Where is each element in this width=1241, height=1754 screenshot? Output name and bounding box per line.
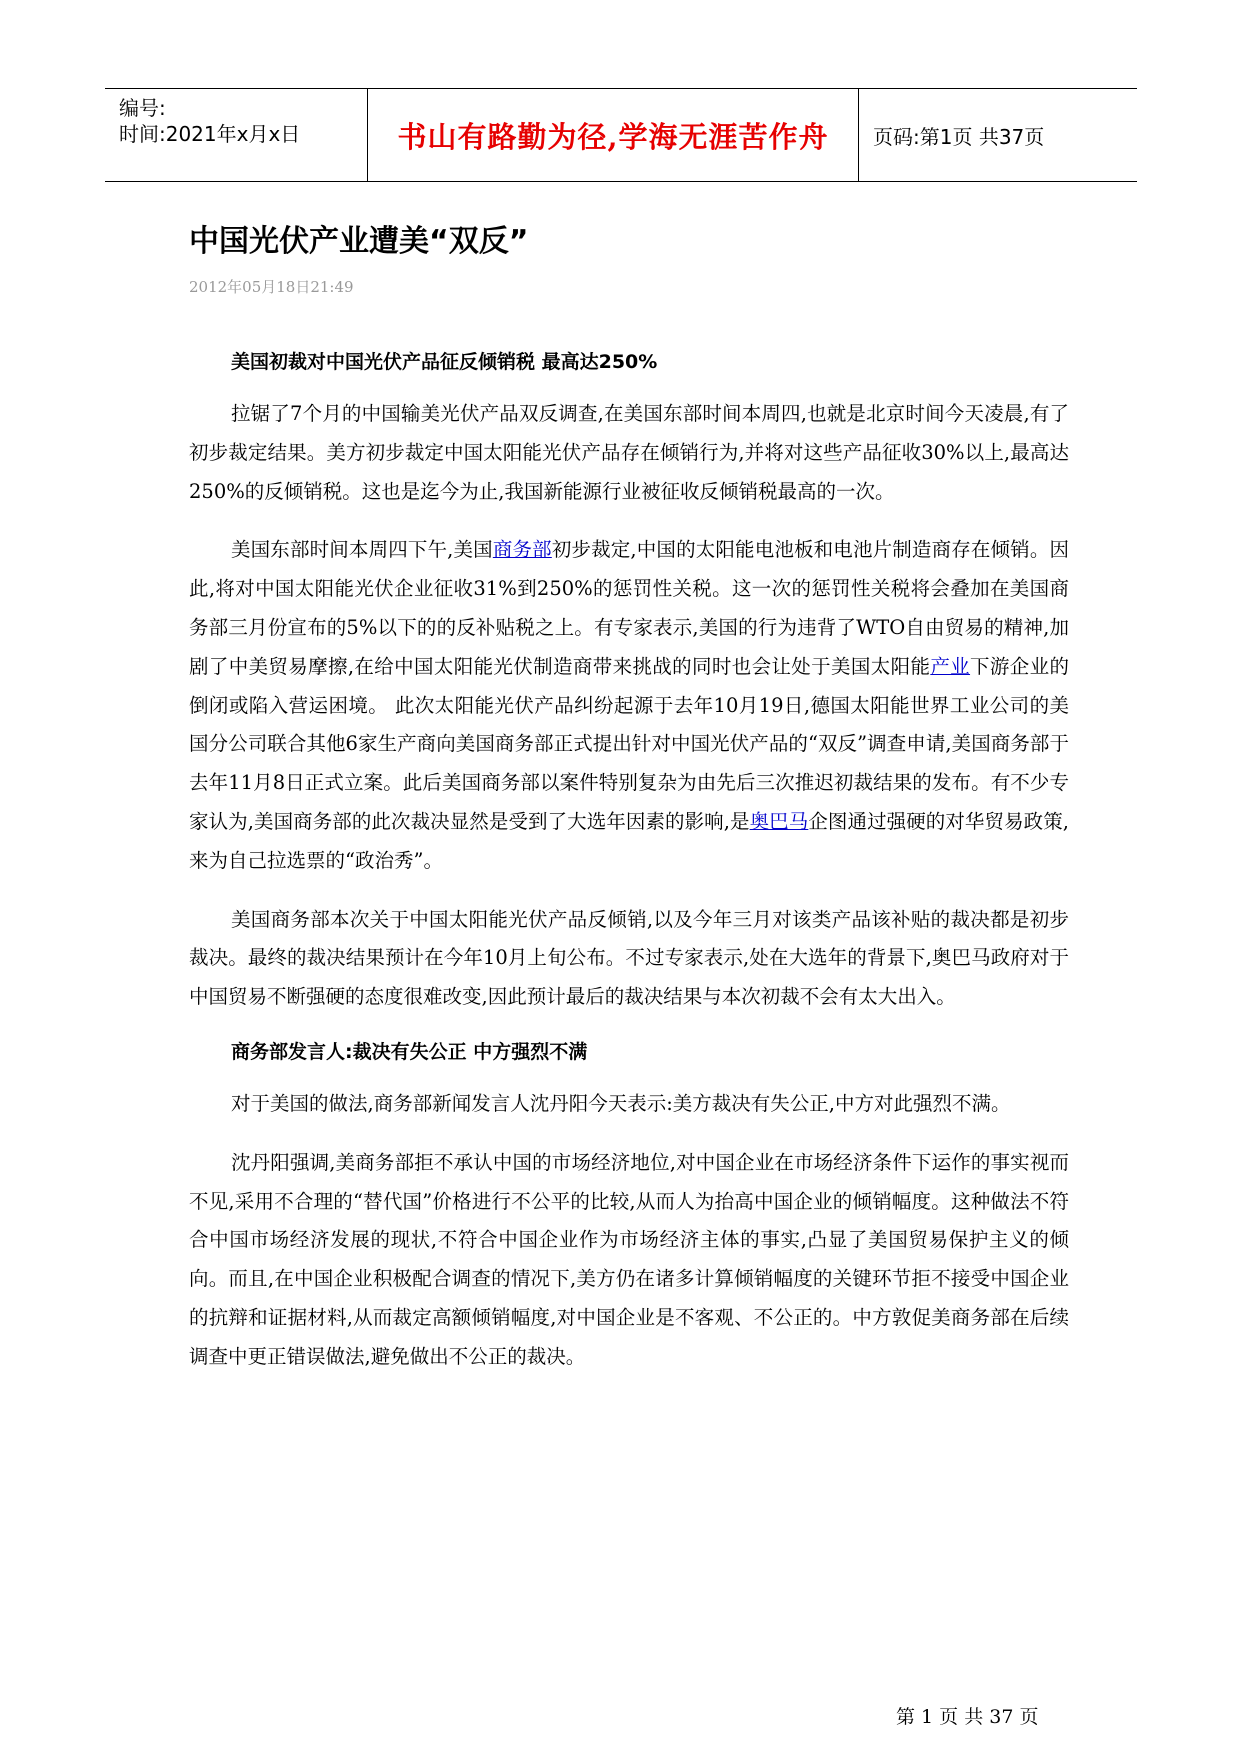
paragraph-2-text-c: 下游企业的倒闭或陷入营运困境。 此次太阳能光伏产品纠纷起源于去年10月19日,德国太阳能世界工业公司的美国分公司联合其他6家生产商向美国商务部正式提出针对中国光伏产品的“双反”调查申请,美国商务部于去年11月8日正式立案。此后美国商务部以案件特别复杂为由先后三次推迟初裁结果的发布。有不少专家认为,美国商务部的此次裁决显然是受到了大选年因素的影响,是 — [189, 654, 1069, 833]
page-footer: 第 1 页 共 37 页 — [896, 1706, 1039, 1728]
paragraph-4: 对于美国的做法,商务部新闻发言人沈丹阳今天表示:美方裁决有失公正,中方对此强烈不满。 — [231, 1091, 1011, 1115]
subheading-1: 美国初裁对中国光伏产品征反倾销税 最高达250% — [231, 351, 658, 373]
number-label: 编号: — [119, 96, 166, 120]
paragraph-1: 拉锯了7个月的中国输美光伏产品双反调查,在美国东部时间本周四,也就是北京时间今天凌晨,有了初步裁定结果。美方初步裁定中国太阳能光伏产品存在倾销行为,并将对这些产品征收30%以上,最高达250%的反倾销税。这也是迄今为止,我国新能源行业被征收反倾销税最高的一次。 — [189, 402, 1069, 503]
paragraph-2 — [189, 531, 1069, 880]
paragraph-5: 沈丹阳强调,美商务部拒不承认中国的市场经济地位,对中国企业在市场经济条件下运作的事实视而不见,采用不合理的“替代国”价格进行不公平的比较,从而人为抬高中国企业的倾销幅度。这种做法不符合中国市场经济发展的现状,不符合中国企业作为市场经济主体的事实,凸显了美国贸易保护主义的倾向。而且,在中国企业积极配合调查的情况下,美方仍在诸多计算倾销幅度的关键环节拒不接受中国企业的抗辩和证据材料,从而裁定高额倾销幅度,对中国企业是不客观、不公正的。中方敦促美商务部在后续调查中更正错误做法,避免做出不公正的裁决。 — [189, 1150, 1069, 1368]
page-header — [105, 88, 1137, 182]
paragraph-3: 美国商务部本次关于中国太阳能光伏产品反倾销,以及今年三月对该类产品该补贴的裁决都是初步裁决。最终的裁决结果预计在今年10月上旬公布。不过专家表示,处在大选年的背景下,奥巴马政府对于中国贸易不断强硬的态度很难改变,因此预计最后的裁决结果与本次初裁不会有太大出入。 — [189, 907, 1069, 1009]
article — [189, 220, 1069, 1377]
subheading-2: 商务部发言人:裁决有失公正 中方强烈不满 — [231, 1040, 588, 1063]
time-label: 时间:2021年x月x日 — [119, 122, 301, 146]
header-motto: 书山有路勤为径,学海无涯苦作舟 — [367, 89, 859, 181]
paragraph-2-text-a: 美国东部时间本周四下午,美国 — [231, 538, 493, 562]
article-title: 中国光伏产业遭美“双反” — [189, 224, 529, 259]
header-meta — [105, 89, 367, 181]
link-industry[interactable]: 产业 — [930, 654, 971, 678]
paragraph-2-text-b: 初步裁定,中国的太阳能电池板和电池片制造商存在倾销。因此,将对中国太阳能光伏企业征收31%到250%的惩罚性关税。这一次的惩罚性关税将会叠加在美国商务部三月份宣布的5%以下的的反补贴税之上。有专家表示,美国的行为违背了WTO自由贸易的精神,加剧了中美贸易摩擦,在给中国太阳能光伏制造商带来挑战的同时也会让处于美国太阳能 — [189, 538, 1069, 678]
header-page-label: 页码:第1页 共37页 — [873, 124, 1045, 149]
article-date: 2012年05月18日21:49 — [189, 278, 354, 296]
paragraph-2-text-d: 企图通过强硬的对华贸易政策,来为自己拉选票的“政治秀”。 — [189, 809, 1069, 872]
link-commerce-dept[interactable]: 商务部 — [492, 538, 552, 562]
link-obama[interactable]: 奥巴马 — [749, 809, 809, 833]
